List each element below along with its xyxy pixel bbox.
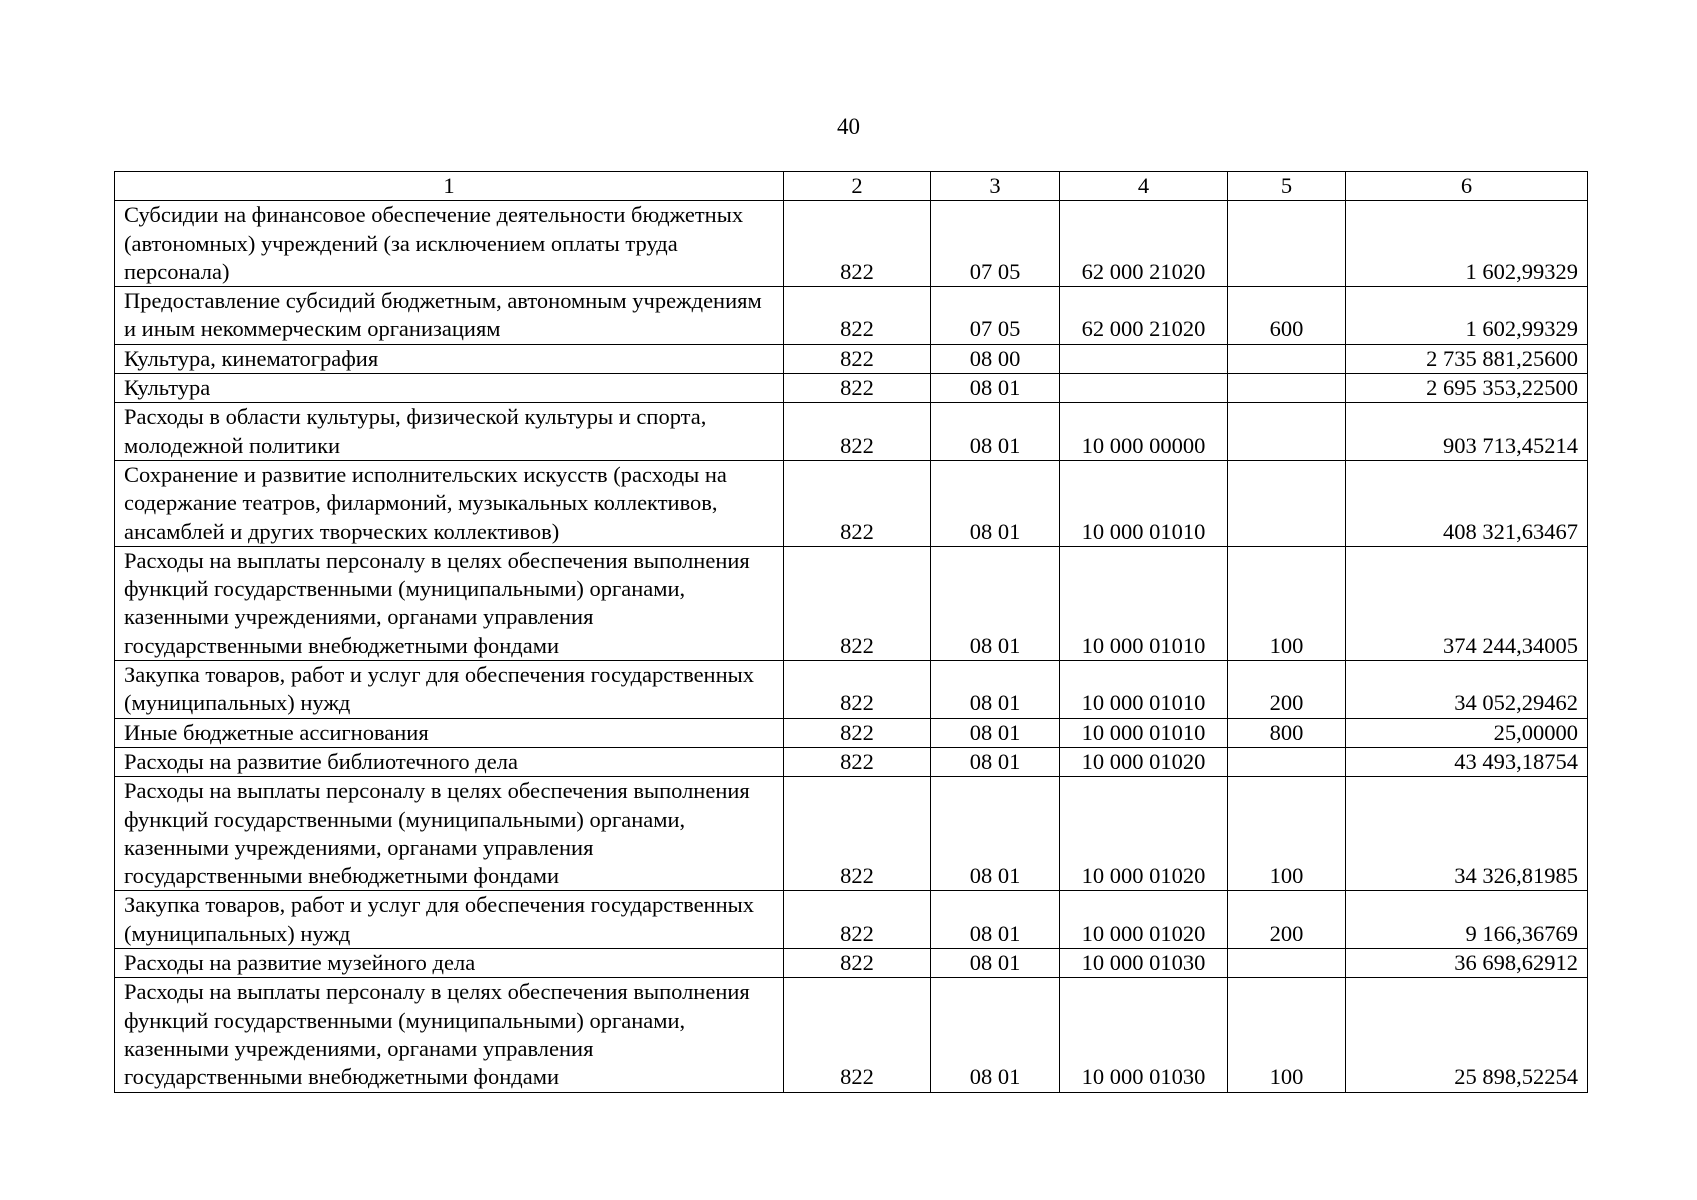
page-number: 40 xyxy=(837,114,860,139)
row-target-article: 62 000 21020 xyxy=(1060,201,1228,287)
row-amount: 408 321,63467 xyxy=(1346,460,1588,546)
row-section: 08 01 xyxy=(931,374,1060,403)
row-code: 822 xyxy=(784,546,931,660)
row-name: Расходы на выплаты персоналу в целях обеспечения выполнения функций государственными (муниципальными) органами, казенными учреждениями, органами управления государственными внебюджетными фондами xyxy=(115,777,784,891)
row-name: Сохранение и развитие исполнительских искусств (расходы на содержание театров, филармоний, музыкальных коллективов, ансамблей и других творческих коллективов) xyxy=(115,460,784,546)
row-amount: 25,00000 xyxy=(1346,718,1588,747)
column-header: 1 xyxy=(115,172,784,201)
row-target-article: 10 000 01010 xyxy=(1060,460,1228,546)
row-section: 08 01 xyxy=(931,777,1060,891)
row-amount: 2 735 881,25600 xyxy=(1346,344,1588,373)
row-name: Субсидии на финансовое обеспечение деятельности бюджетных (автономных) учреждений (за исключением оплаты труда персонала) xyxy=(115,201,784,287)
row-target-article: 10 000 01030 xyxy=(1060,949,1228,978)
row-target-article: 10 000 01030 xyxy=(1060,978,1228,1092)
table-header-row xyxy=(115,172,1588,201)
row-section: 08 00 xyxy=(931,344,1060,373)
row-section: 07 05 xyxy=(931,287,1060,345)
budget-table xyxy=(114,171,1588,1093)
row-expense-type xyxy=(1228,949,1346,978)
row-code: 822 xyxy=(784,460,931,546)
row-amount: 43 493,18754 xyxy=(1346,747,1588,776)
table-row xyxy=(115,661,1588,719)
row-expense-type: 600 xyxy=(1228,287,1346,345)
row-amount: 25 898,52254 xyxy=(1346,978,1588,1092)
row-section: 08 01 xyxy=(931,949,1060,978)
column-header: 2 xyxy=(784,172,931,201)
row-section: 08 01 xyxy=(931,747,1060,776)
row-amount: 374 244,34005 xyxy=(1346,546,1588,660)
row-target-article xyxy=(1060,344,1228,373)
table-row xyxy=(115,978,1588,1092)
row-amount: 2 695 353,22500 xyxy=(1346,374,1588,403)
row-target-article: 10 000 00000 xyxy=(1060,403,1228,461)
row-section: 07 05 xyxy=(931,201,1060,287)
row-expense-type xyxy=(1228,201,1346,287)
row-target-article: 10 000 01010 xyxy=(1060,546,1228,660)
row-expense-type xyxy=(1228,460,1346,546)
row-expense-type xyxy=(1228,747,1346,776)
row-target-article: 10 000 01020 xyxy=(1060,747,1228,776)
row-expense-type xyxy=(1228,374,1346,403)
row-name: Расходы на выплаты персоналу в целях обеспечения выполнения функций государственными (муниципальными) органами, казенными учреждениями, органами управления государственными внебюджетными фондами xyxy=(115,546,784,660)
row-name: Расходы в области культуры, физической культуры и спорта, молодежной политики xyxy=(115,403,784,461)
row-name: Иные бюджетные ассигнования xyxy=(115,718,784,747)
column-header: 4 xyxy=(1060,172,1228,201)
table-row xyxy=(115,777,1588,891)
table-row xyxy=(115,374,1588,403)
row-name: Расходы на развитие музейного дела xyxy=(115,949,784,978)
row-code: 822 xyxy=(784,661,931,719)
row-code: 822 xyxy=(784,747,931,776)
row-amount: 903 713,45214 xyxy=(1346,403,1588,461)
row-section: 08 01 xyxy=(931,403,1060,461)
row-target-article xyxy=(1060,374,1228,403)
row-target-article: 10 000 01010 xyxy=(1060,661,1228,719)
row-section: 08 01 xyxy=(931,661,1060,719)
row-name: Предоставление субсидий бюджетным, автономным учреждениям и иным некоммерческим организациям xyxy=(115,287,784,345)
table-row xyxy=(115,201,1588,287)
row-expense-type: 200 xyxy=(1228,661,1346,719)
row-expense-type xyxy=(1228,344,1346,373)
row-code: 822 xyxy=(784,949,931,978)
row-section: 08 01 xyxy=(931,891,1060,949)
table-row xyxy=(115,747,1588,776)
row-section: 08 01 xyxy=(931,460,1060,546)
table-body xyxy=(115,201,1588,1092)
table-row xyxy=(115,344,1588,373)
row-code: 822 xyxy=(784,374,931,403)
row-code: 822 xyxy=(784,718,931,747)
column-header: 5 xyxy=(1228,172,1346,201)
table-row xyxy=(115,403,1588,461)
row-name: Расходы на выплаты персоналу в целях обеспечения выполнения функций государственными (муниципальными) органами, казенными учреждениями, органами управления государственными внебюджетными фондами xyxy=(115,978,784,1092)
row-target-article: 62 000 21020 xyxy=(1060,287,1228,345)
table-row xyxy=(115,287,1588,345)
row-amount: 36 698,62912 xyxy=(1346,949,1588,978)
row-expense-type: 200 xyxy=(1228,891,1346,949)
row-target-article: 10 000 01010 xyxy=(1060,718,1228,747)
column-header: 6 xyxy=(1346,172,1588,201)
row-code: 822 xyxy=(784,777,931,891)
row-code: 822 xyxy=(784,891,931,949)
row-name: Закупка товаров, работ и услуг для обеспечения государственных (муниципальных) нужд xyxy=(115,891,784,949)
row-target-article: 10 000 01020 xyxy=(1060,891,1228,949)
column-header: 3 xyxy=(931,172,1060,201)
row-expense-type: 800 xyxy=(1228,718,1346,747)
row-expense-type: 100 xyxy=(1228,546,1346,660)
row-amount: 34 052,29462 xyxy=(1346,661,1588,719)
row-amount: 1 602,99329 xyxy=(1346,201,1588,287)
row-amount: 1 602,99329 xyxy=(1346,287,1588,345)
row-code: 822 xyxy=(784,287,931,345)
row-name: Расходы на развитие библиотечного дела xyxy=(115,747,784,776)
row-code: 822 xyxy=(784,978,931,1092)
row-code: 822 xyxy=(784,201,931,287)
row-section: 08 01 xyxy=(931,978,1060,1092)
row-amount: 9 166,36769 xyxy=(1346,891,1588,949)
row-name: Закупка товаров, работ и услуг для обеспечения государственных (муниципальных) нужд xyxy=(115,661,784,719)
table-row xyxy=(115,891,1588,949)
table-row xyxy=(115,718,1588,747)
table-row xyxy=(115,460,1588,546)
row-name: Культура, кинематография xyxy=(115,344,784,373)
row-expense-type xyxy=(1228,403,1346,461)
table-row xyxy=(115,949,1588,978)
row-code: 822 xyxy=(784,344,931,373)
row-expense-type: 100 xyxy=(1228,777,1346,891)
row-section: 08 01 xyxy=(931,546,1060,660)
row-amount: 34 326,81985 xyxy=(1346,777,1588,891)
table-row xyxy=(115,546,1588,660)
row-code: 822 xyxy=(784,403,931,461)
row-section: 08 01 xyxy=(931,718,1060,747)
row-name: Культура xyxy=(115,374,784,403)
row-expense-type: 100 xyxy=(1228,978,1346,1092)
row-target-article: 10 000 01020 xyxy=(1060,777,1228,891)
